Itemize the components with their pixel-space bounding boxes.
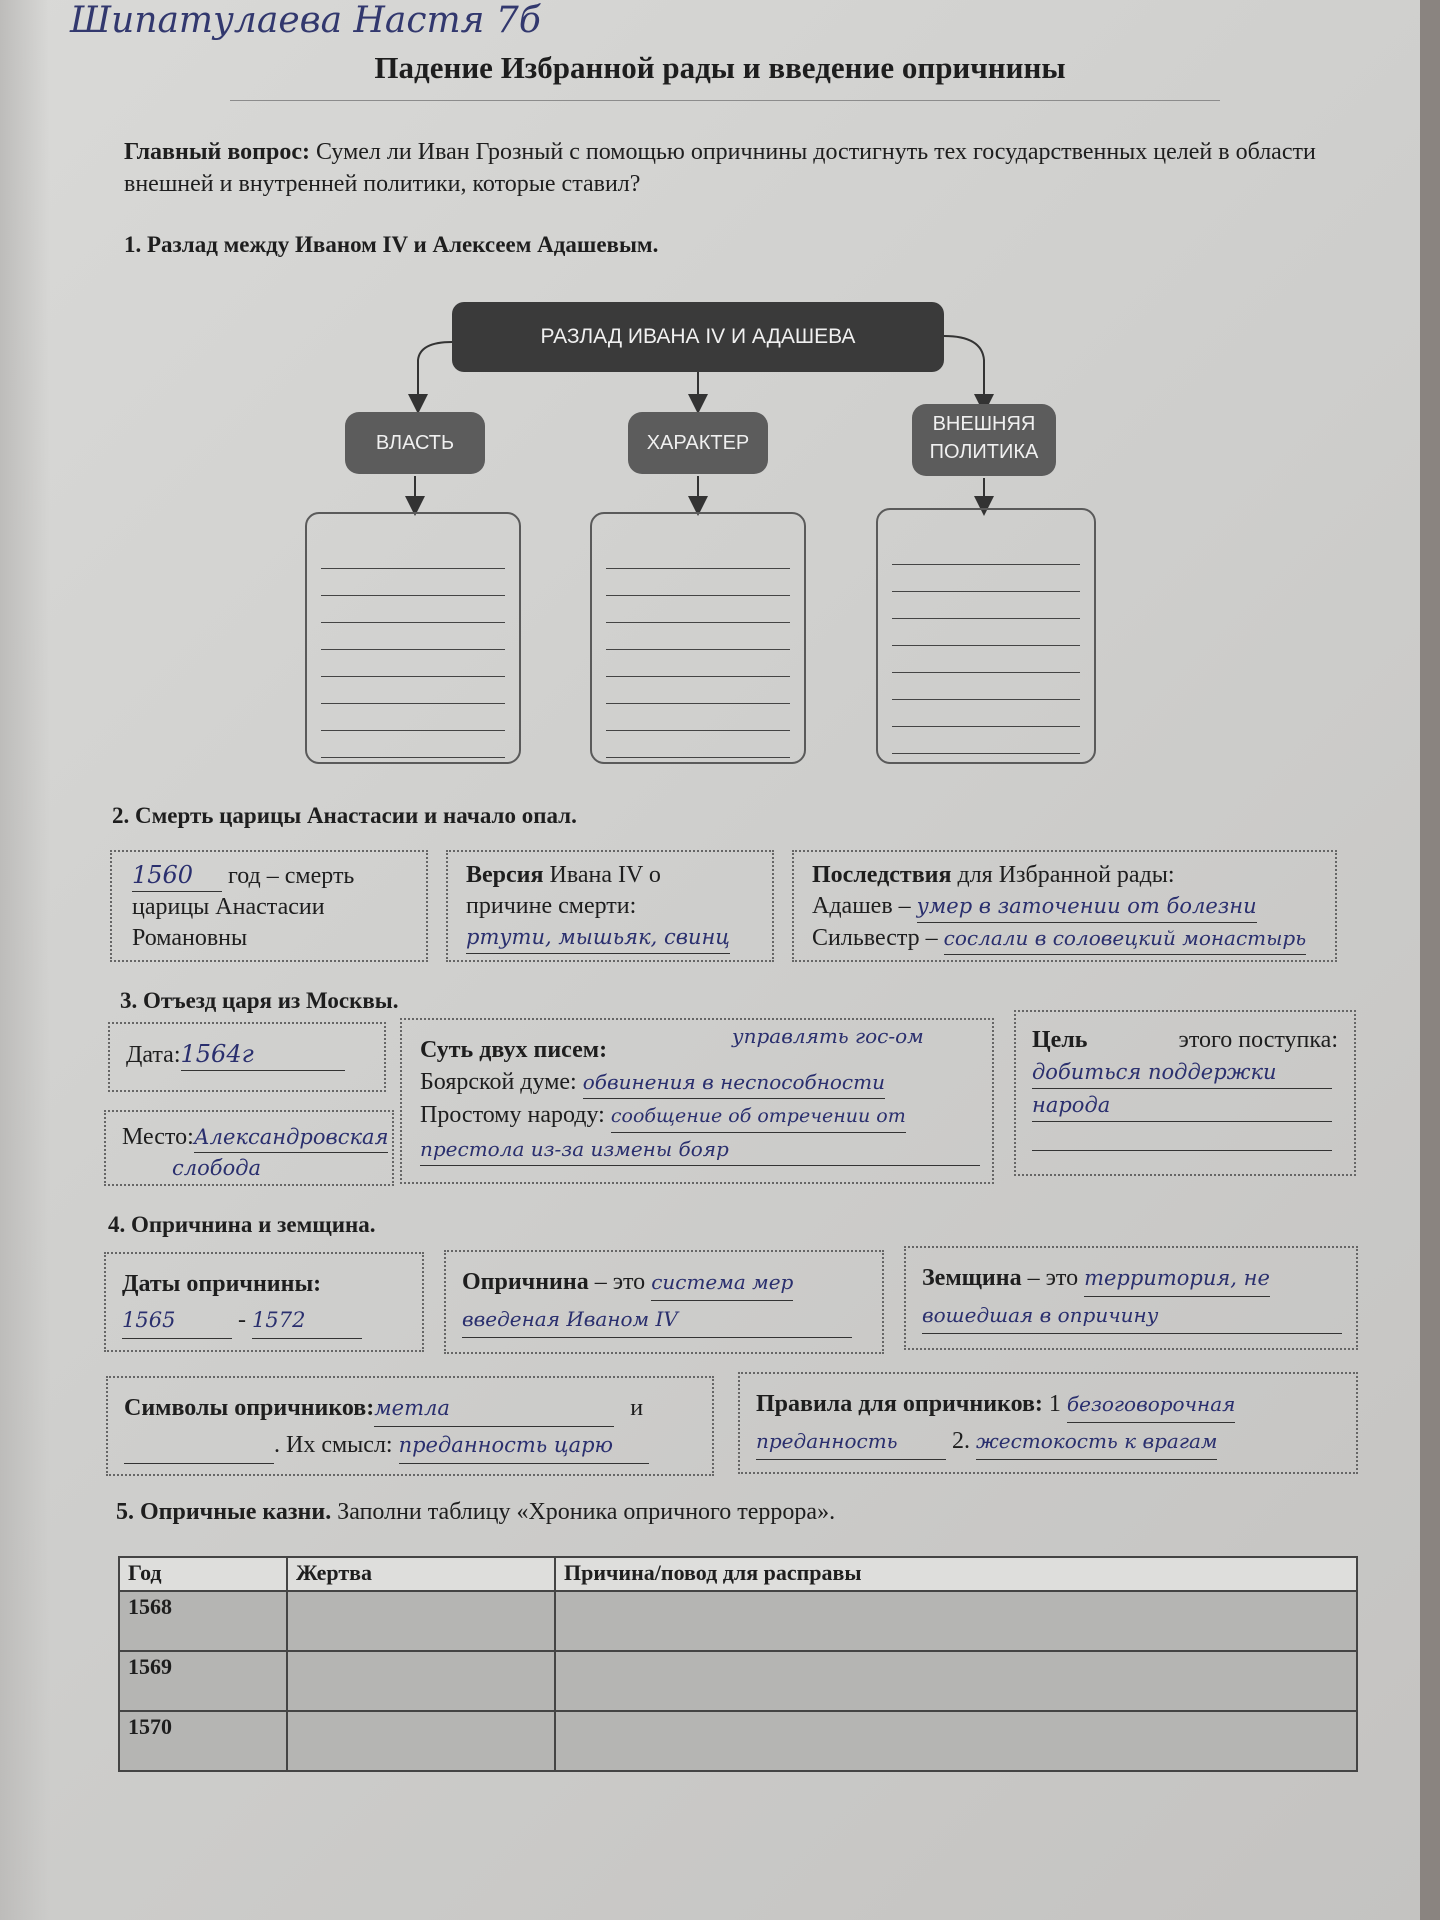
section4-heading: 4. Опричнина и земщина. bbox=[108, 1212, 376, 1237]
symbols-blank[interactable] bbox=[124, 1435, 274, 1464]
rules-label: Правила для опричников: bbox=[756, 1391, 1043, 1417]
symbols-and: и bbox=[630, 1395, 644, 1421]
dates-dash: - bbox=[238, 1307, 246, 1333]
section5-heading-text: Заполни таблицу «Хроника опричного террора». bbox=[337, 1499, 836, 1525]
arrow-top-left bbox=[418, 342, 452, 404]
section1-heading: 1. Разлад между Иваном IV и Алексеем Адашевым. bbox=[124, 232, 659, 257]
departure-date-box bbox=[108, 1022, 386, 1092]
col-reason: Причина/повод для расправы bbox=[555, 1557, 1357, 1591]
row-victim-cell[interactable] bbox=[287, 1651, 555, 1711]
letters-note[interactable]: управлять гос-ом bbox=[732, 1024, 924, 1048]
diagram-node-power: ВЛАСТЬ bbox=[345, 412, 485, 474]
row-reason-cell[interactable] bbox=[555, 1591, 1357, 1651]
death-year-text: год – смерть bbox=[228, 863, 355, 889]
table-row bbox=[119, 1711, 1357, 1771]
row-year: 1568 bbox=[119, 1591, 287, 1651]
people-answer1[interactable]: сообщение об отречении от bbox=[611, 1100, 906, 1133]
terror-chronicle-table bbox=[118, 1556, 1358, 1772]
goal-box bbox=[1014, 1010, 1356, 1176]
silvestr-label: Сильвестр – bbox=[812, 925, 938, 951]
symbols-answer[interactable]: метла bbox=[374, 1390, 614, 1427]
table-header-row bbox=[119, 1557, 1357, 1591]
goal-answer1[interactable]: добиться поддержки bbox=[1032, 1056, 1332, 1089]
row-victim-cell[interactable] bbox=[287, 1711, 555, 1771]
departure-place-box bbox=[104, 1110, 394, 1186]
main-question-label: Главный вопрос: bbox=[124, 139, 310, 165]
goal-answer2[interactable]: народа bbox=[1032, 1089, 1332, 1122]
zemshchina-text: – это bbox=[1027, 1265, 1079, 1291]
boyar-duma-label: Боярской думе: bbox=[420, 1069, 577, 1095]
oprichnina-text: – это bbox=[594, 1269, 646, 1295]
goal-label: Цель bbox=[1032, 1027, 1088, 1053]
zemshchina-definition-box bbox=[904, 1246, 1358, 1350]
main-question-text: Сумел ли Иван Грозный с помощью опричнины достигнуть тех государственных целей в области внешней и внутренней политики, которые ставил? bbox=[124, 139, 1316, 197]
death-year-text2: царицы Анастасии bbox=[132, 894, 325, 920]
adashev-label: Адашев – bbox=[812, 893, 911, 919]
rule1-number: 1 bbox=[1048, 1391, 1061, 1417]
col-year: Год bbox=[119, 1557, 287, 1591]
death-year-text3: Романовны bbox=[132, 925, 248, 951]
symbols-box bbox=[106, 1376, 714, 1476]
people-label: Простому народу: bbox=[420, 1102, 605, 1128]
people-answer2[interactable]: престола из-за измены бояр bbox=[420, 1133, 980, 1166]
departure-place-answer2[interactable]: слобода bbox=[172, 1156, 262, 1180]
oprichnina-answer2[interactable]: введеная Иваном IV bbox=[462, 1301, 852, 1338]
oprichnina-definition-box bbox=[444, 1250, 884, 1354]
diagram-node-character: ХАРАКТЕР bbox=[628, 412, 768, 474]
letters-box bbox=[400, 1018, 994, 1184]
zemshchina-answer1[interactable]: территория, не bbox=[1084, 1260, 1270, 1297]
answer-box-foreign-policy[interactable] bbox=[876, 508, 1096, 764]
anastasia-death-box bbox=[110, 850, 428, 962]
adashev-answer[interactable]: умер в заточении от болезни bbox=[917, 891, 1257, 923]
goal-text: этого поступка: bbox=[1178, 1027, 1338, 1053]
rule2-number: 2. bbox=[952, 1428, 970, 1454]
student-name: Шипатулаева Настя 7б bbox=[70, 0, 541, 41]
table-row bbox=[119, 1651, 1357, 1711]
diagram-node-foreign-line1: ВНЕШНЯЯ bbox=[932, 413, 1036, 435]
goal-blank-line[interactable] bbox=[1032, 1122, 1332, 1151]
zemshchina-answer2[interactable]: вошедшая в опричину bbox=[922, 1297, 1342, 1334]
section5-heading-bold: 5. Опричные казни. bbox=[116, 1499, 332, 1525]
row-reason-cell[interactable] bbox=[555, 1711, 1357, 1771]
oprichnina-date-from[interactable]: 1565 bbox=[122, 1302, 232, 1339]
boyar-duma-answer[interactable]: обвинения в неспособности bbox=[583, 1066, 885, 1099]
oprichnina-date-to[interactable]: 1572 bbox=[252, 1302, 362, 1339]
row-victim-cell[interactable] bbox=[287, 1591, 555, 1651]
oprichnina-answer1[interactable]: система мер bbox=[651, 1264, 793, 1301]
version-box bbox=[446, 850, 774, 962]
departure-place-answer1[interactable]: Александровская bbox=[194, 1122, 389, 1153]
version-answer[interactable]: ртути, мышьяк, свинц bbox=[466, 922, 730, 954]
rule1-answer2[interactable]: преданность bbox=[756, 1423, 946, 1460]
page-title: Падение Избранной рады и введение опричнины bbox=[374, 50, 1066, 85]
answer-box-power[interactable] bbox=[305, 512, 521, 764]
arrow-top-right bbox=[944, 336, 984, 404]
death-year-answer[interactable]: 1560 bbox=[132, 860, 222, 892]
rule2-answer[interactable]: жестокость к врагам bbox=[976, 1423, 1217, 1460]
departure-place-label: Место: bbox=[122, 1124, 194, 1150]
rule1-answer1[interactable]: безоговорочная bbox=[1067, 1386, 1235, 1423]
consequences-box bbox=[792, 850, 1337, 962]
col-victim: Жертва bbox=[287, 1557, 555, 1591]
meaning-answer[interactable]: преданность царю bbox=[399, 1427, 649, 1464]
table-row bbox=[119, 1591, 1357, 1651]
consequences-text: для Избранной рады: bbox=[957, 862, 1175, 888]
silvestr-answer[interactable]: сослали в соловецкий монастырь bbox=[944, 923, 1306, 955]
symbols-label: Символы опричников: bbox=[124, 1395, 375, 1421]
departure-date-answer[interactable]: 1564г bbox=[181, 1038, 345, 1071]
oprichnina-label: Опричнина bbox=[462, 1269, 589, 1295]
answer-box-character[interactable] bbox=[590, 512, 806, 764]
rules-box bbox=[738, 1372, 1358, 1474]
diagram-node-foreign-line2: ПОЛИТИКА bbox=[929, 441, 1039, 463]
section3-heading: 3. Отъезд царя из Москвы. bbox=[120, 988, 399, 1013]
section2-heading: 2. Смерть царицы Анастасии и начало опал. bbox=[112, 803, 577, 828]
version-label: Версия bbox=[466, 862, 544, 888]
row-reason-cell[interactable] bbox=[555, 1651, 1357, 1711]
letters-title: Суть двух писем: bbox=[420, 1037, 608, 1063]
section5-heading bbox=[116, 1496, 835, 1528]
diagram-top-node: РАЗЛАД ИВАНА IV И АДАШЕВА bbox=[452, 302, 944, 372]
version-text1: Ивана IV о bbox=[549, 862, 661, 888]
zemshchina-label: Земщина bbox=[922, 1265, 1022, 1291]
oprichnina-dates-label: Даты опричнины: bbox=[122, 1271, 322, 1297]
row-year: 1569 bbox=[119, 1651, 287, 1711]
version-text2: причине смерти: bbox=[466, 893, 637, 919]
meaning-label: . Их смысл: bbox=[274, 1432, 393, 1458]
oprichnina-dates-box bbox=[104, 1252, 424, 1352]
row-year: 1570 bbox=[119, 1711, 287, 1771]
diagram-node-foreign-policy bbox=[912, 404, 1056, 476]
consequences-label: Последствия bbox=[812, 862, 952, 888]
departure-date-label: Дата: bbox=[126, 1042, 181, 1068]
